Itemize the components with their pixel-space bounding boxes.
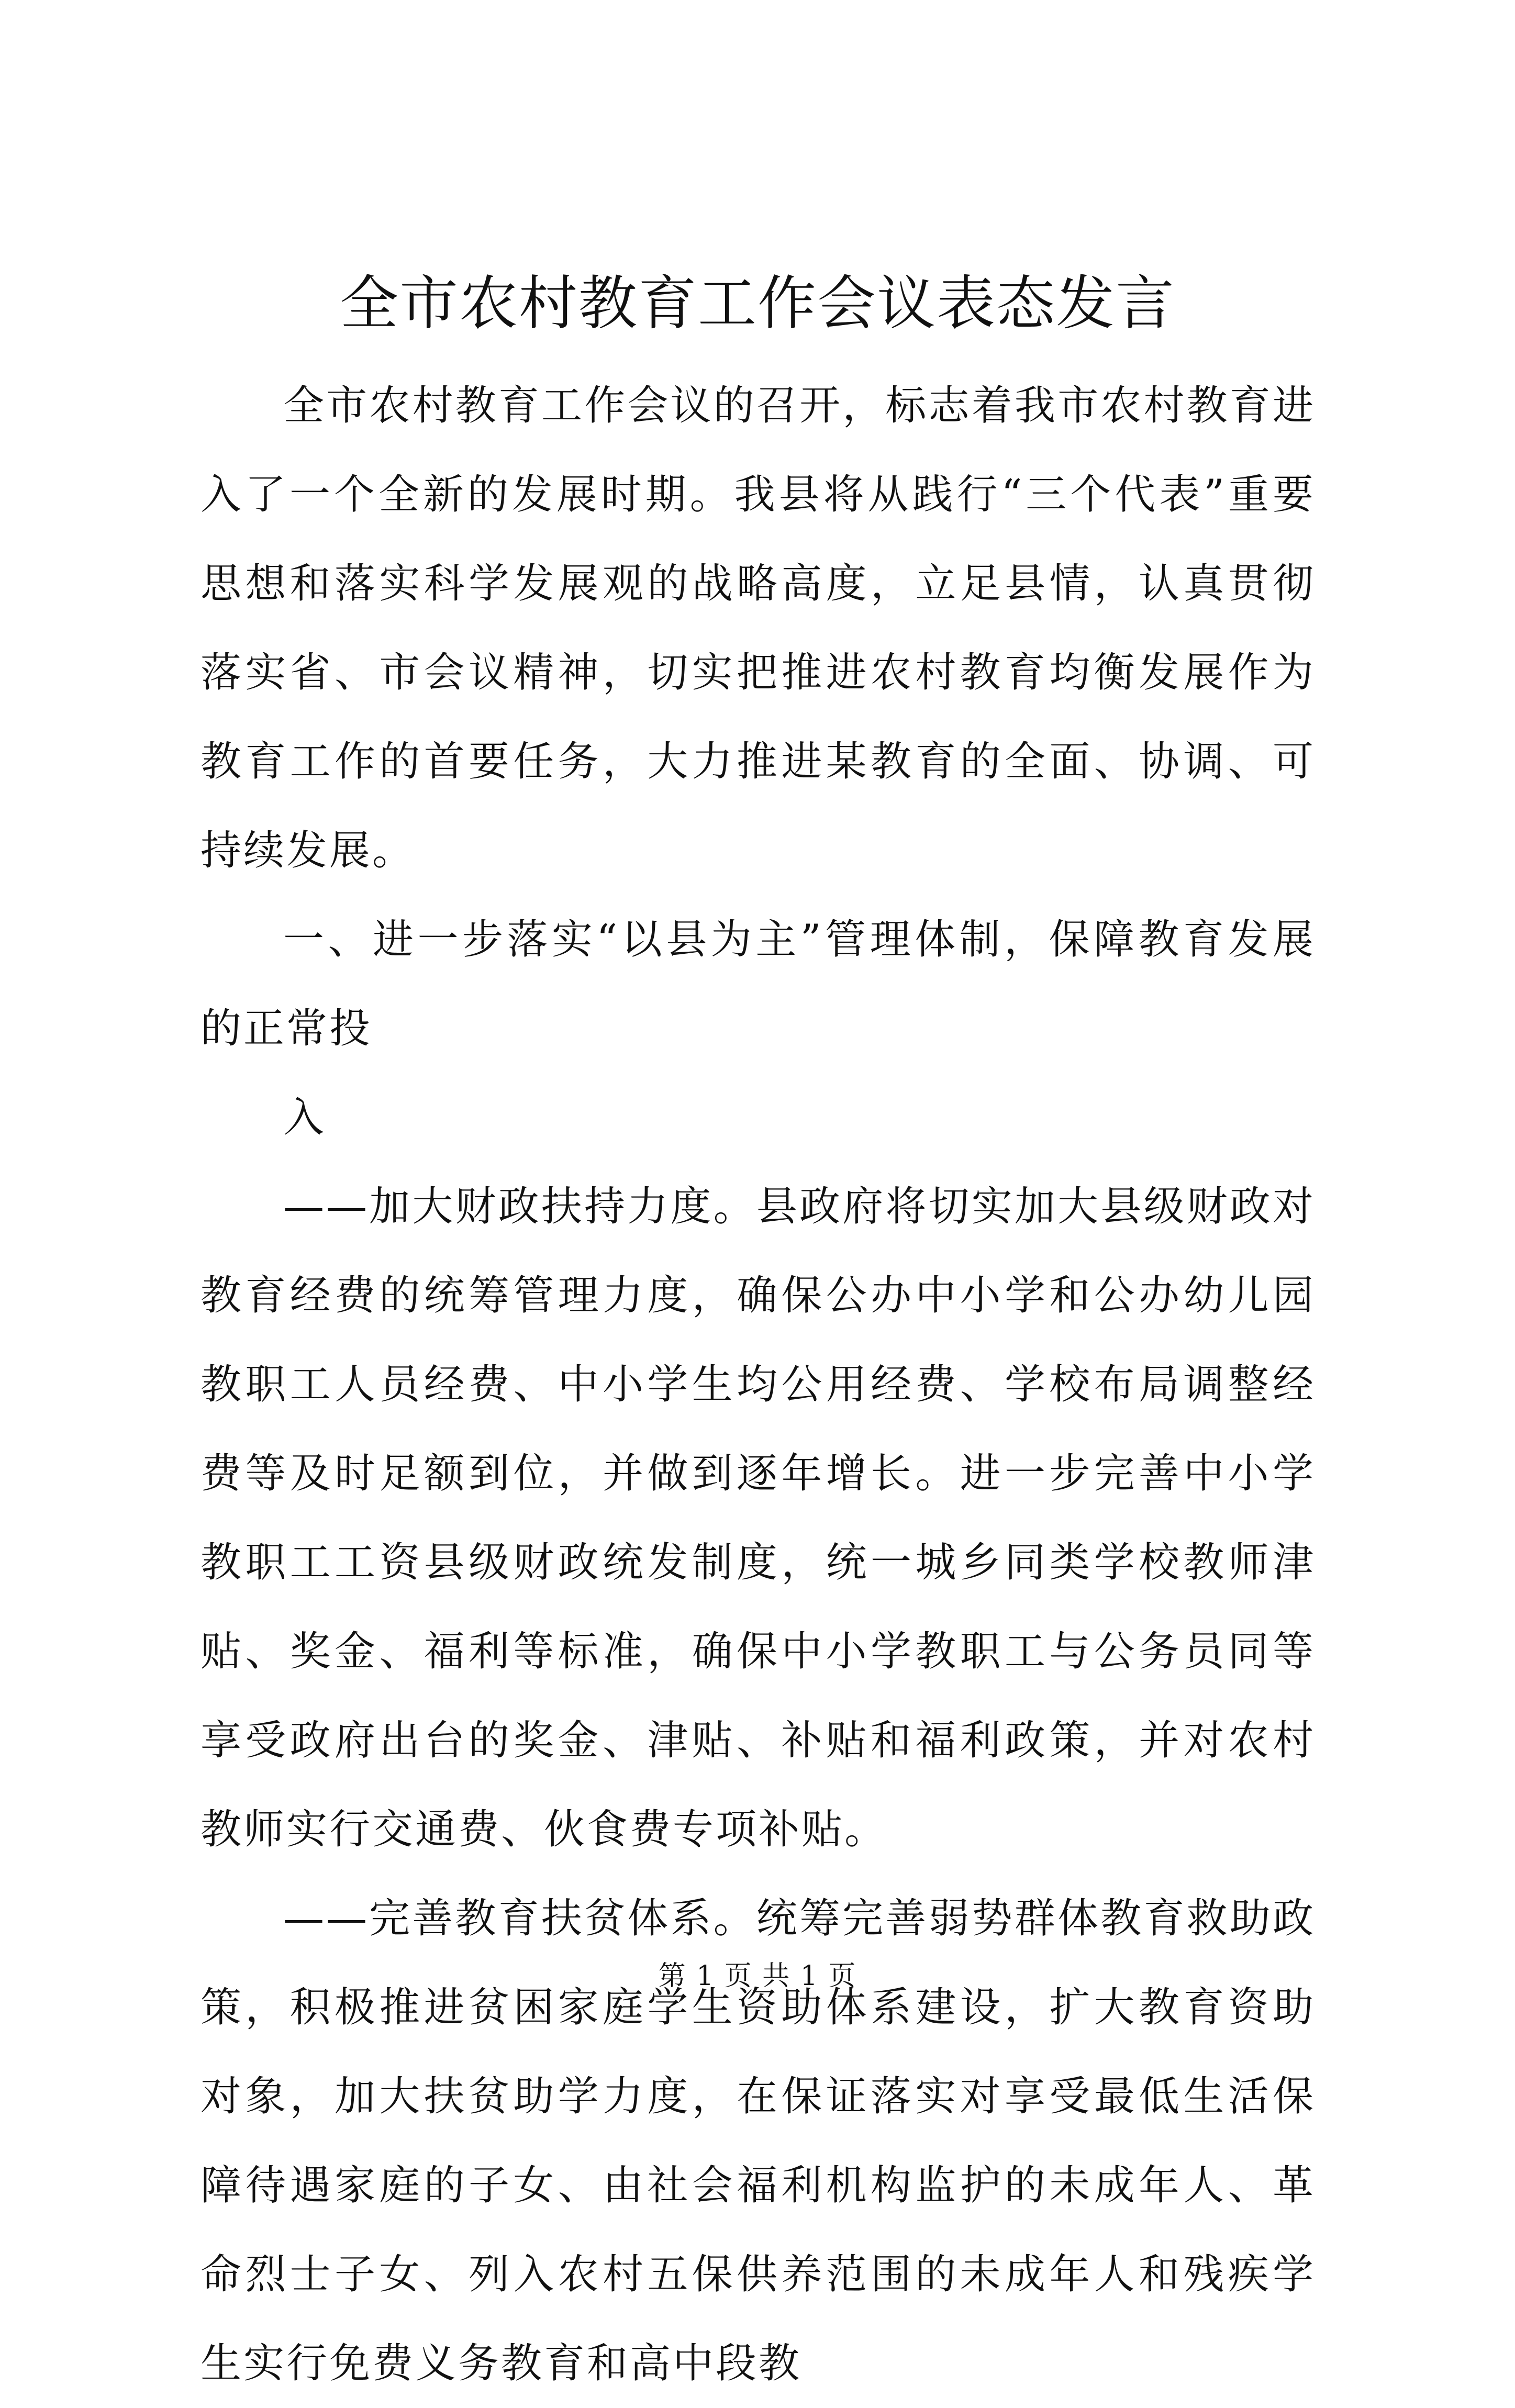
page-footer: 第 1 页 共 1 页 (658, 1960, 857, 1992)
paragraph: 全市农村教育工作会议的召开，标志着我市农村教育进入了一个全新的发展时期。我县将从践行“三个代表”重要思想和落实科学发展观的战略高度，立足县情，认真贯彻落实省、市会议精神，切实把推进农村教育均衡发展作为教育工作的首要任务，大力推进某教育的全面、协调、可持续发展。 (200, 382, 1316, 874)
paragraph: ——完善教育扶贫体系。统筹完善弱势群体教育救助政策，积极推进贫困家庭学生资助体系建设，扩大教育资助对象，加大扶贫助学力度，在保证落实对享受最低生活保障待遇家庭的子女、由社会福利机构监护的未成年人、革命烈士子女、列入农村五保供养范围的未成年人和残疾学生实行免费义务教育和高中段教 (200, 1895, 1316, 2387)
paragraph: ——加大财政扶持力度。县政府将切实加大县级财政对教育经费的统筹管理力度，确保公办中小学和公办幼儿园教职工人员经费、中小学生均公用经费、学校布局调整经费等及时足额到位，并做到逐年增长。进一步完善中小学教职工工资县级财政统发制度，统一城乡同类学校教师津贴、奖金、福利等标准，确保中小学教职工与公务员同等享受政府出台的奖金、津贴、补贴和福利政策，并对农村教师实行交通费、伙食费专项补贴。 (200, 1183, 1316, 1853)
document-title: 全市农村教育工作会议表态发言 (340, 270, 1175, 338)
paragraph-heading-continuation: 入 (283, 1094, 327, 1141)
document-body (200, 361, 1316, 2408)
paragraph-section-heading: 一、进一步落实“以县为主”管理体制，保障教育发展的正常投 (200, 916, 1316, 1052)
